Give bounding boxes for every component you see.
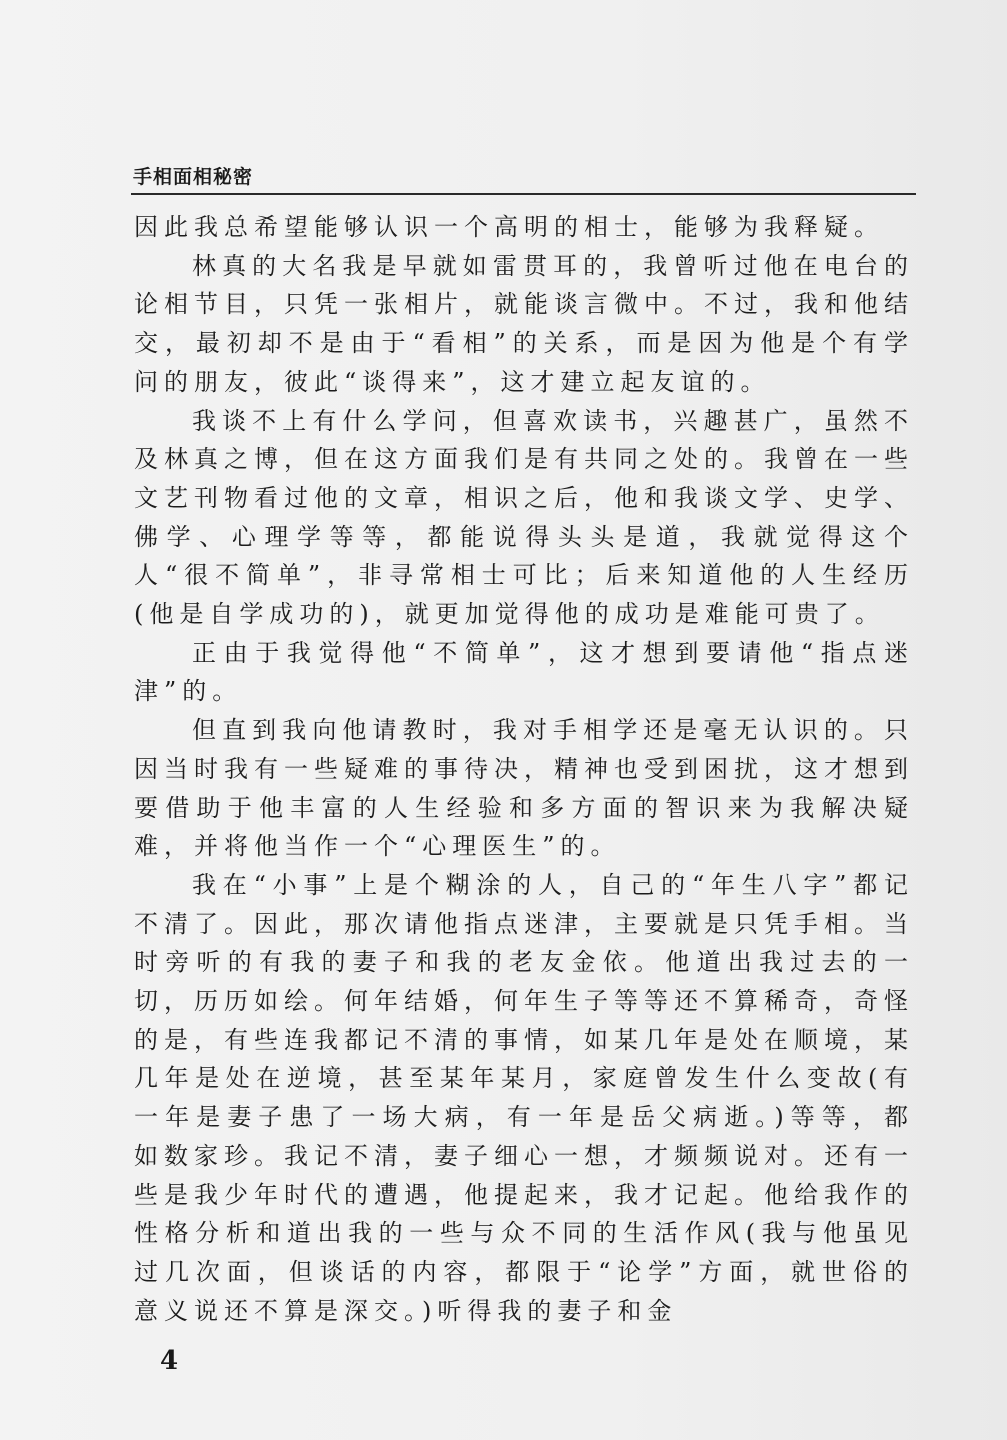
paragraph: 但直到我向他请教时，我对手相学还是毫无认识的。只因当时我有一些疑难的事待决，精神也受到困扰，这才想到要借助于他丰富的人生经验和多方面的智识来为我解决疑难，并将他当作一个“心理医生”的。 xyxy=(134,716,914,861)
paragraph: 正由于我觉得他“不简单”，这才想到要请他“指点迷津”的。 xyxy=(134,638,914,706)
paragraph: 我在“小事”上是个糊涂的人，自己的“年生八字”都记不清了。因此，那次请他指点迷津，主要就是只凭手相。当时旁听的有我的妻子和我的老友金依。他道出我过去的一切，历历如绘。何年结婚，何年生子等等还不算稀奇，奇怪的是，有些连我都记不清的事情，如某几年是处在顺境，某几年是处在逆境，甚至某年某月，家庭曾发生什么变故(有一年是妻子患了一场大病，有一年是岳父病逝。)等等，都如数家珍。我记不清，妻子细心一想，才频频说对。还有一些是我少年时代的遭遇，他提起来，我才记起。他给我作的性格分析和道出我的一些与众不同的生活作风(我与他虽见过几次面，但谈话的内容，都限于“论学”方面，就世俗的意义说还不算是深交。)听得我的妻子和金 xyxy=(134,870,914,1325)
running-head: 手相面相秘密 xyxy=(133,166,254,188)
header-rule xyxy=(131,193,916,195)
body-text xyxy=(134,208,914,1330)
paragraph: 因此我总希望能够认识一个高明的相士，能够为我释疑。 xyxy=(134,213,884,241)
page-number: 4 xyxy=(160,1346,179,1376)
paragraph: 我谈不上有什么学问，但喜欢读书，兴趣甚广，虽然不及林真之博，但在这方面我们是有共同之处的。我曾在一些文艺刊物看过他的文章，相识之后，他和我谈文学、史学、佛学、心理学等等，都能说得头头是道，我就觉得这个人“很不简单”，非寻常相士可比；后来知道他的人生经历(他是自学成功的)，就更加觉得他的成功是难能可贵了。 xyxy=(134,406,914,629)
paragraph: 林真的大名我是早就如雷贯耳的，我曾听过他在电台的论相节目，只凭一张相片，就能谈言微中。不过，我和他结交，最初却不是由于“看相”的关系，而是因为他是个有学问的朋友，彼此“谈得来”，这才建立起友谊的。 xyxy=(134,251,914,396)
